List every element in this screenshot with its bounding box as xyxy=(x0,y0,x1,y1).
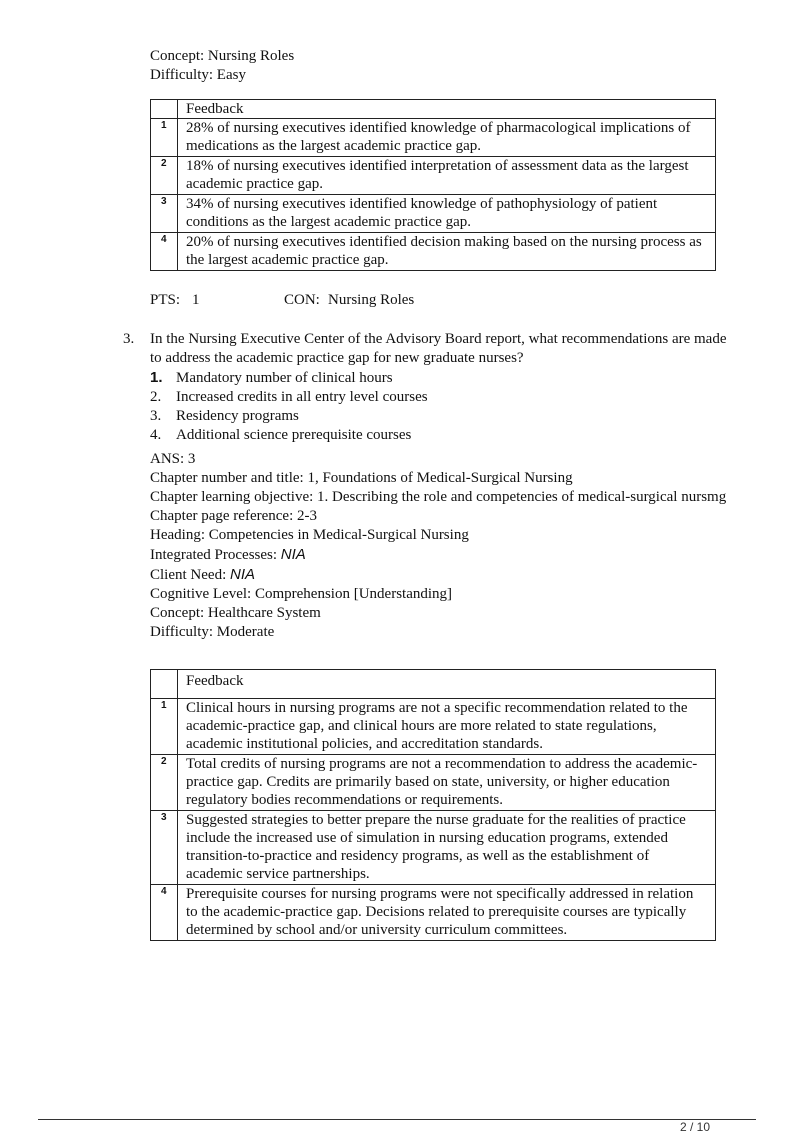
question-text: In the Nursing Executive Center of the Advisory Board report, what recommendations are made to address the academic practice gap for new graduate nurses? xyxy=(150,331,727,366)
table-row xyxy=(151,885,716,941)
answer-metadata xyxy=(150,450,730,642)
feedback-table xyxy=(150,669,716,941)
row-number: 1 xyxy=(151,699,178,755)
prev-difficulty: Difficulty: Easy xyxy=(150,67,246,83)
feedback-text: Total credits of nursing programs are not a recommendation to address the academic-practice gap. Credits are primarily based on state, university, or higher education regulatory bodies recommendations or requirements. xyxy=(178,755,716,811)
row-number: 3 xyxy=(151,811,178,885)
integrated-label: Integrated Processes: xyxy=(150,547,281,563)
option-item xyxy=(150,407,733,426)
feedback-header: Feedback xyxy=(178,670,716,699)
client-need xyxy=(150,565,730,585)
option-number: 4. xyxy=(150,427,162,443)
prev-question-meta xyxy=(150,47,294,85)
feedback-text: Suggested strategies to better prepare the nurse graduate for the realities of practice include the increased use of simulation in nursing education programs, extended transition-to-practice and residency programs, as well as the establishment of academic service partnerships. xyxy=(178,811,716,885)
question-3 xyxy=(123,330,733,445)
footer-divider xyxy=(38,1119,756,1120)
option-item xyxy=(150,426,733,445)
concept: Concept: Healthcare System xyxy=(150,605,321,621)
feedback-header: Feedback xyxy=(178,100,716,119)
con-value: Nursing Roles xyxy=(328,292,415,308)
answer-options xyxy=(150,368,733,445)
option-number: 3. xyxy=(150,408,162,424)
feedback-text: 18% of nursing executives identified interpretation of assessment data as the largest academic practice gap. xyxy=(178,157,716,195)
table-row xyxy=(151,119,716,157)
table-header-row xyxy=(151,100,716,119)
client-label: Client Need: xyxy=(150,567,230,583)
row-number: 3 xyxy=(151,195,178,233)
header-blank-cell xyxy=(151,100,178,119)
option-item xyxy=(150,368,733,388)
option-item xyxy=(150,388,733,407)
option-number: 2. xyxy=(150,389,162,405)
con-label: CON: xyxy=(284,292,320,308)
option-text: Additional science prerequisite courses xyxy=(176,427,412,443)
feedback-text: Clinical hours in nursing programs are not a specific recommendation related to the academic-practice gap, and clinical hours are more related to state regulations, academic institutional policies, and accreditation standards. xyxy=(178,699,716,755)
integrated-processes xyxy=(150,545,730,565)
question-number: 3. xyxy=(123,331,135,347)
table-row xyxy=(151,233,716,271)
feedback-text: 28% of nursing executives identified knowledge of pharmacological implications of medications as the largest academic practice gap. xyxy=(178,119,716,157)
feedback-text: 20% of nursing executives identified decision making based on the nursing process as the largest academic practice gap. xyxy=(178,233,716,271)
option-text: Mandatory number of clinical hours xyxy=(176,370,393,386)
page-number: 2 / 10 xyxy=(680,1120,711,1134)
table-row xyxy=(151,195,716,233)
pts-value: 1 xyxy=(192,292,200,308)
answer: ANS: 3 xyxy=(150,451,196,467)
table-header-row xyxy=(151,670,716,699)
integrated-value: NIA xyxy=(280,546,306,563)
chapter-title: Chapter number and title: 1, Foundations of Medical-Surgical Nursing xyxy=(150,470,573,486)
option-text: Increased credits in all entry level courses xyxy=(176,389,428,405)
row-number: 1 xyxy=(151,119,178,157)
row-number: 2 xyxy=(151,157,178,195)
table-row xyxy=(151,811,716,885)
client-value: NIA xyxy=(229,566,255,583)
row-number: 2 xyxy=(151,755,178,811)
learning-objective: Chapter learning objective: 1. Describing the role and competencies of medical-surgical nursmg xyxy=(150,489,727,505)
feedback-text: 34% of nursing executives identified knowledge of pathophysiology of patient conditions as the largest academic practice gap. xyxy=(178,195,716,233)
option-number: 1. xyxy=(150,369,163,386)
pts-label: PTS: xyxy=(150,292,181,308)
feedback-text: Prerequisite courses for nursing programs were not specifically addressed in relation to the academic-practice gap. Decisions related to prerequisite courses are typically determined by school and/or university curriculum committees. xyxy=(178,885,716,941)
page-reference: Chapter page reference: 2-3 xyxy=(150,508,317,524)
table-row xyxy=(151,699,716,755)
table-row xyxy=(151,157,716,195)
cognitive-level: Cognitive Level: Comprehension [Understanding] xyxy=(150,586,453,602)
prev-feedback-table xyxy=(150,99,716,271)
option-text: Residency programs xyxy=(176,408,299,424)
difficulty: Difficulty: Moderate xyxy=(150,624,275,640)
points-line xyxy=(150,291,414,310)
table-row xyxy=(151,755,716,811)
prev-concept: Concept: Nursing Roles xyxy=(150,48,295,64)
row-number: 4 xyxy=(151,885,178,941)
row-number: 4 xyxy=(151,233,178,271)
heading: Heading: Competencies in Medical-Surgical Nursing xyxy=(150,527,469,543)
header-blank-cell xyxy=(151,670,178,699)
